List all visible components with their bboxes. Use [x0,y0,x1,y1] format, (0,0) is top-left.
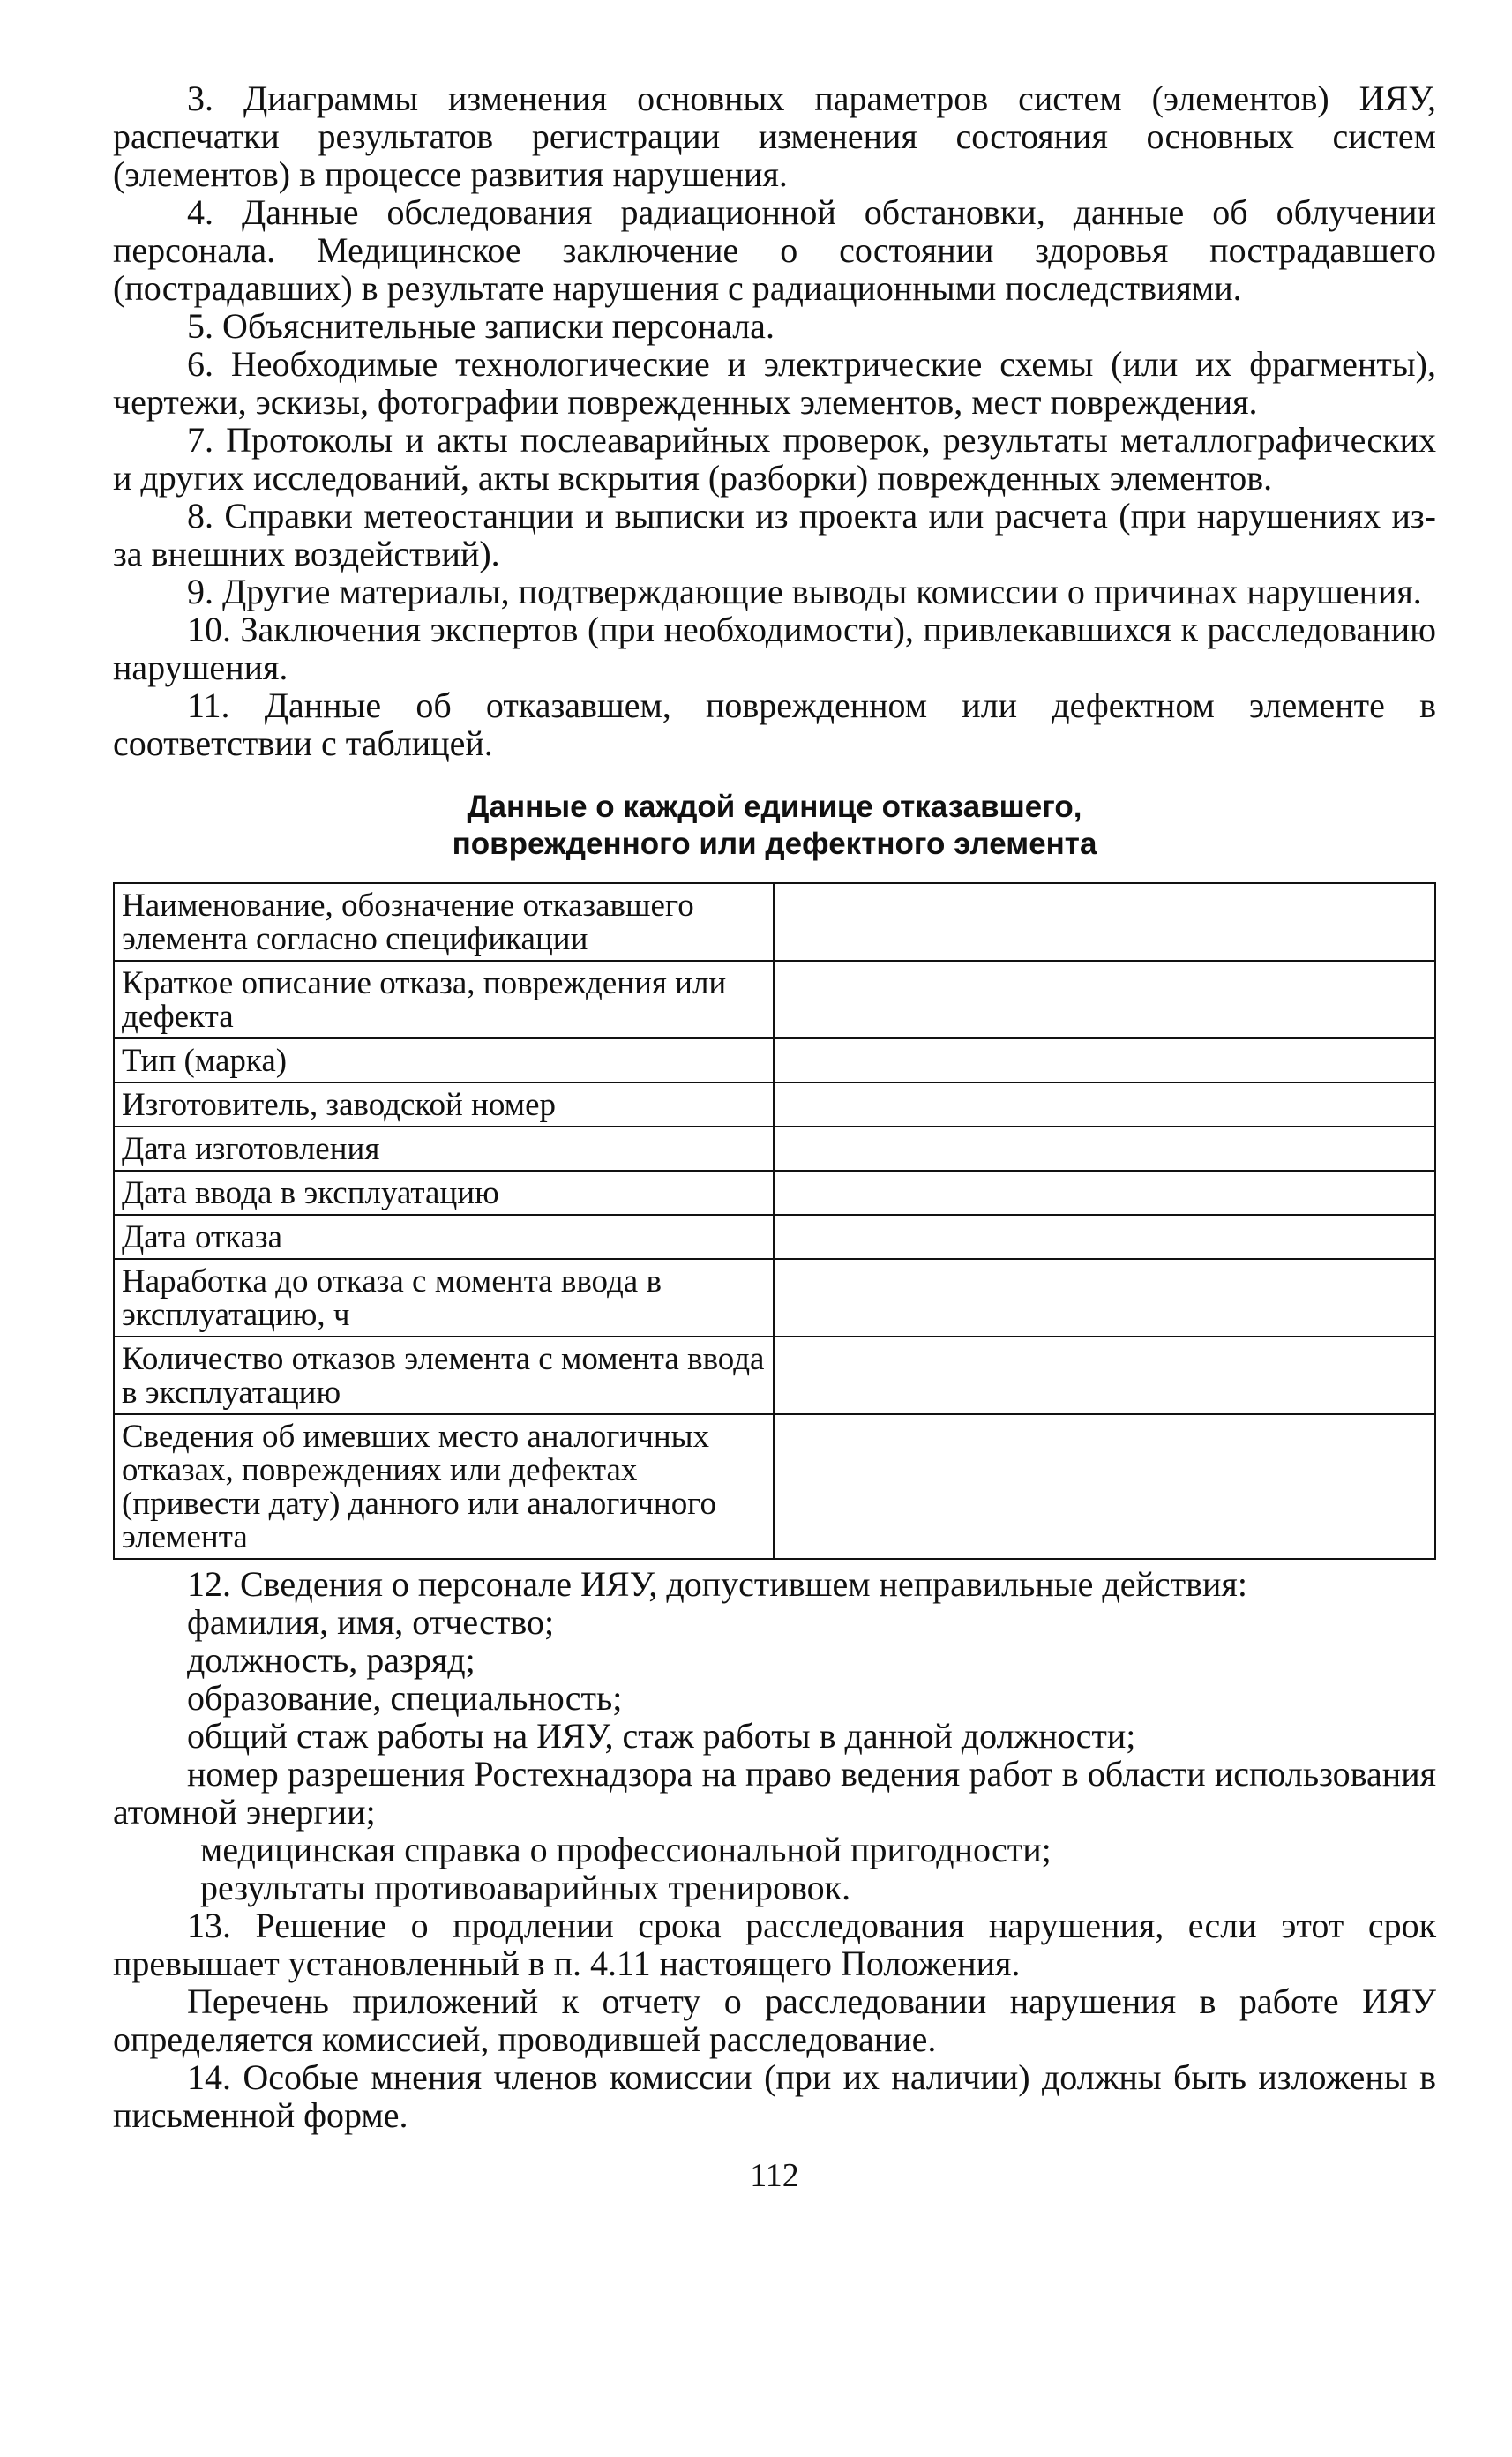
table-row [114,1127,1435,1171]
table-row-value-cell [774,883,1435,961]
table-row [114,883,1435,961]
table-row [114,1414,1435,1559]
personnel-list-item: общий стаж работы на ИЯУ, стаж работы в данной должности; [187,1716,1136,1756]
table-row-value-cell [774,1038,1435,1082]
paragraph-item-14: 14. Особые мнения членов комиссии (при их наличии) должны быть изложены в письменной форме. [113,2057,1436,2135]
table-caption [113,789,1436,863]
table-row [114,961,1435,1038]
table-row [114,1171,1435,1215]
table-row-value-cell [774,961,1435,1038]
personnel-list-item: медицинская справка о профессиональной пригодности; [200,1830,1052,1869]
table-row-label: Дата ввода в эксплуатацию [114,1171,774,1215]
paragraph-item-13: 13. Решение о продлении срока расследования нарушения, если этот срок превышает установленный в п. 4.11 настоящего Положения. [113,1906,1436,1983]
table-row-label: Сведения об имевших место аналогичных отказах, повреждениях или дефектах (привести дату) данного или аналогичного элемента [114,1414,774,1559]
table-caption-line-1: Данные о каждой единице отказавшего, [467,790,1082,824]
paragraph-item-7: 7. Протоколы и акты послеаварийных проверок, результаты металлографических и других исследований, акты вскрытия (разборки) поврежденных элементов. [113,420,1436,498]
table-row-value-cell [774,1414,1435,1559]
table-row [114,1082,1435,1127]
table-caption-line-2: поврежденного или дефектного элемента [452,827,1097,861]
paragraph-item-4: 4. Данные обследования радиационной обстановки, данные об облучении персонала. Медицинское заключение о состоянии здоровья пострадавшего (пострадавших) в результате нарушения с радиационными последствиями. [113,192,1436,308]
page-number: 112 [750,2157,799,2194]
paragraph-item-11: 11. Данные об отказавшем, поврежденном или дефектном элементе в соответствии с таблицей. [113,685,1436,763]
table-row-value-cell [774,1259,1435,1337]
table-row [114,1259,1435,1337]
paragraph-item-9: 9. Другие материалы, подтверждающие выводы комиссии о причинах нарушения. [187,572,1422,611]
paragraph-appendix-list: Перечень приложений к отчету о расследовании нарушения в работе ИЯУ определяется комиссией, проводившей расследование. [113,1981,1436,2059]
table-row-label: Дата изготовления [114,1127,774,1171]
table-row-label: Количество отказов элемента с момента ввода в эксплуатацию [114,1337,774,1414]
paragraph-item-10: 10. Заключения экспертов (при необходимости), привлекавшихся к расследованию нарушения. [113,610,1436,687]
table-row-label: Краткое описание отказа, повреждения или дефекта [114,961,774,1038]
personnel-list-item: должность, разряд; [187,1640,475,1680]
table-row-label: Изготовитель, заводской номер [114,1082,774,1127]
table-row-value-cell [774,1215,1435,1259]
table-row-value-cell [774,1171,1435,1215]
table-row-label: Дата отказа [114,1215,774,1259]
paragraph-item-12: 12. Сведения о персонале ИЯУ, допустившем неправильные действия: [187,1564,1247,1604]
table-row-value-cell [774,1082,1435,1127]
personnel-list-item: номер разрешения Ростехнадзора на право ведения работ в области использования атомной энергии; [113,1754,1436,1832]
paragraph-item-6: 6. Необходимые технологические и электрические схемы (или их фрагменты), чертежи, эскизы, фотографии поврежденных элементов, мест повреждения. [113,344,1436,422]
table-row-value-cell [774,1127,1435,1171]
personnel-list-item: образование, специальность; [187,1678,623,1718]
table-row-label: Наработка до отказа с момента ввода в эксплуатацию, ч [114,1259,774,1337]
table-row [114,1337,1435,1414]
table-row [114,1215,1435,1259]
table-row-label: Наименование, обозначение отказавшего элемента согласно спецификации [114,883,774,961]
element-data-table [113,882,1436,1560]
paragraph-item-8: 8. Справки метеостанции и выписки из проекта или расчета (при нарушениях из-за внешних воздействий). [113,496,1436,573]
table-row-value-cell [774,1337,1435,1414]
table-row [114,1038,1435,1082]
personnel-list-item: фамилия, имя, отчество; [187,1602,555,1642]
personnel-list-item: результаты противоаварийных тренировок. [200,1868,851,1907]
paragraph-item-3: 3. Диаграммы изменения основных параметров систем (элементов) ИЯУ, распечатки результатов регистрации изменения состояния основных систем (элементов) в процессе развития нарушения. [113,79,1436,194]
paragraph-item-5: 5. Объяснительные записки персонала. [187,306,775,346]
table-row-label: Тип (марка) [114,1038,774,1082]
document-page [113,79,1436,2195]
